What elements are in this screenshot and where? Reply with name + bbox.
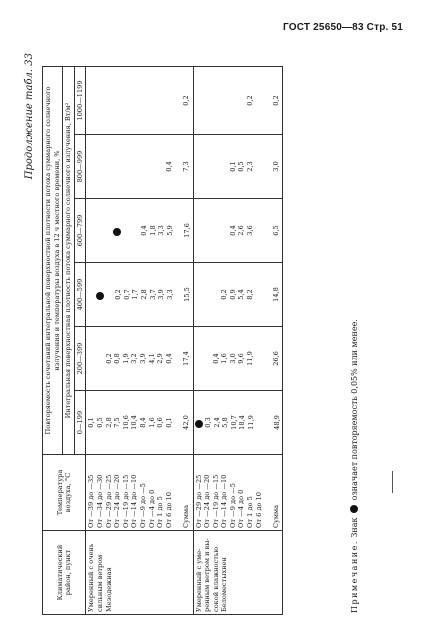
value-line xyxy=(139,69,148,132)
value-line xyxy=(165,137,174,196)
value-line xyxy=(255,265,264,324)
value-text: 0,2 xyxy=(246,95,255,106)
temperature-cell xyxy=(193,455,283,531)
value-line xyxy=(113,393,122,452)
total-value: 0,2 xyxy=(181,95,190,106)
value-text: 0,6 xyxy=(156,417,165,428)
value-line xyxy=(166,265,175,324)
value-line xyxy=(212,329,221,388)
total-label: Сумма xyxy=(181,504,190,528)
value-line xyxy=(246,137,255,196)
temperature-line: От 6 до 10 xyxy=(164,492,173,528)
value-line xyxy=(105,69,114,132)
value-text: 8,2 xyxy=(246,289,255,300)
value-line xyxy=(96,393,105,452)
value-line xyxy=(156,69,165,132)
value-line xyxy=(113,201,123,260)
temperature-line: От —39 до —35 xyxy=(87,474,96,528)
value-line xyxy=(130,137,139,196)
value-text: 9,6 xyxy=(237,353,246,364)
value-line xyxy=(203,265,212,324)
value-line xyxy=(130,393,139,452)
value-text: 3,3 xyxy=(165,289,174,300)
value-line xyxy=(131,201,140,260)
value-line xyxy=(229,265,238,324)
value-line xyxy=(105,201,114,260)
temperature-line: От —14 до —10 xyxy=(220,474,229,528)
value-text: 1,9 xyxy=(121,353,130,364)
value-text: 0,1 xyxy=(87,417,96,428)
value-line xyxy=(246,265,255,324)
value-line xyxy=(140,265,149,324)
region-line: Мезодежная xyxy=(104,567,113,612)
value-line xyxy=(123,201,132,260)
value-line xyxy=(149,201,158,260)
total-value: 3,0 xyxy=(271,161,280,172)
value-line xyxy=(212,137,221,196)
temperature-line: От —34 до —30 xyxy=(95,474,104,528)
temperature-line: От —19 до —15 xyxy=(211,474,220,528)
value-line xyxy=(238,393,247,452)
note-text-after: означает повторяемость 0,05% или менее. xyxy=(350,319,359,501)
value-cell xyxy=(193,391,283,455)
dot-symbol-icon xyxy=(195,420,203,428)
value-line xyxy=(220,265,229,324)
value-line xyxy=(122,393,131,452)
value-line xyxy=(96,265,106,324)
value-line xyxy=(237,69,246,132)
value-text: 10,6 xyxy=(121,415,130,430)
value-line xyxy=(237,265,246,324)
value-text: 1,7 xyxy=(131,289,140,300)
region-line: ренным ветром и вы- xyxy=(203,538,212,612)
value-line xyxy=(195,265,204,324)
header-range: 1000—1199 xyxy=(74,67,86,135)
value-line xyxy=(255,329,264,388)
value-text: 2,4 xyxy=(212,417,221,428)
header-density: Интегральная поверхностная плотность потока суммарного солнечного излучения, Вт/м² xyxy=(63,67,75,455)
value-text: 0,8 xyxy=(113,353,122,364)
header-range: 400—599 xyxy=(74,263,86,327)
region-line: сильным ветром xyxy=(95,554,104,612)
value-line xyxy=(204,393,213,452)
value-line xyxy=(96,201,105,260)
total-value: 7,3 xyxy=(181,161,190,172)
value-line xyxy=(212,201,221,260)
value-text: 3,3 xyxy=(157,225,166,236)
value-line xyxy=(96,69,105,132)
value-text: 10,7 xyxy=(229,415,238,430)
value-line xyxy=(255,201,264,260)
value-line xyxy=(195,69,204,132)
value-line xyxy=(148,69,157,132)
value-line xyxy=(157,265,166,324)
value-line xyxy=(130,69,139,132)
value-line xyxy=(131,265,140,324)
total-value: 26,6 xyxy=(271,351,280,366)
value-line xyxy=(165,393,174,452)
temperature-cell xyxy=(86,455,193,531)
total-value: 6,5 xyxy=(271,225,280,236)
value-line xyxy=(96,137,105,196)
total-value: 14,8 xyxy=(271,287,280,302)
value-line xyxy=(113,137,122,196)
value-line xyxy=(87,329,96,388)
value-cell xyxy=(86,327,193,391)
value-line xyxy=(246,201,255,260)
value-cell xyxy=(193,199,283,263)
value-cell xyxy=(86,135,193,199)
total-value: 17,6 xyxy=(182,223,191,238)
value-line xyxy=(220,69,229,132)
value-line xyxy=(220,329,229,388)
value-text: 0,4 xyxy=(228,225,237,236)
value-text: 0,2 xyxy=(114,289,123,300)
value-text: 0,2 xyxy=(104,353,113,364)
header-range: 600—799 xyxy=(74,199,86,263)
value-text: 5,4 xyxy=(237,289,246,300)
region-line: Беломестыхнен xyxy=(220,557,229,612)
value-cell xyxy=(193,327,283,391)
value-cell xyxy=(193,263,283,327)
value-text: 0,7 xyxy=(122,289,131,300)
value-line xyxy=(255,137,264,196)
value-line xyxy=(87,137,96,196)
value-line xyxy=(105,329,114,388)
value-line xyxy=(157,201,166,260)
total-value: 0,2 xyxy=(271,95,280,106)
value-cell xyxy=(193,135,283,199)
value-line xyxy=(229,69,238,132)
value-line xyxy=(114,265,123,324)
total-value: 15,5 xyxy=(182,287,191,302)
value-cell xyxy=(86,263,193,327)
value-text: 18,4 xyxy=(238,415,247,430)
rotated-table-page xyxy=(20,43,400,623)
table-row xyxy=(193,67,283,615)
total-value: 17,4 xyxy=(181,351,190,366)
value-line xyxy=(87,265,96,324)
value-text: 11,9 xyxy=(246,351,255,366)
note-label: Примечание. xyxy=(350,540,359,613)
value-text: 10,4 xyxy=(130,415,139,430)
header-repeatability: Повторяемость сочетаний интегральной поверхностной плотности потока суммарного солнечного излучения и температуры воздуха в 12 ч местного времени, % xyxy=(43,67,63,455)
value-line xyxy=(203,329,212,388)
value-line xyxy=(149,265,158,324)
value-line xyxy=(237,201,246,260)
divider xyxy=(392,471,393,493)
value-line xyxy=(122,329,131,388)
value-line xyxy=(139,329,148,388)
value-line xyxy=(203,137,212,196)
value-line xyxy=(195,393,205,452)
temperature-line: От 1 до 5 xyxy=(246,496,255,528)
value-line xyxy=(105,137,114,196)
value-text: 2,8 xyxy=(139,289,148,300)
value-line xyxy=(212,69,221,132)
temperature-line: От —19 до —15 xyxy=(121,474,130,528)
value-line xyxy=(213,393,222,452)
temperature-line: От —9 до —5 xyxy=(138,483,147,528)
value-line xyxy=(195,201,204,260)
value-line xyxy=(195,137,204,196)
value-text: 3,9 xyxy=(157,289,166,300)
value-line xyxy=(139,393,148,452)
temperature-line: От —9 до —5 xyxy=(228,483,237,528)
value-line xyxy=(113,329,122,388)
value-text: 3,0 xyxy=(228,353,237,364)
value-text: 3,2 xyxy=(130,353,139,364)
value-line xyxy=(256,393,265,452)
value-text: 0,1 xyxy=(228,161,237,172)
value-text: 0,1 xyxy=(164,417,173,428)
region-cell xyxy=(193,531,283,615)
value-line xyxy=(229,329,238,388)
temperature-line: От —24 до —20 xyxy=(203,474,212,528)
temperature-line: От 6 до 10 xyxy=(254,492,263,528)
table-note xyxy=(350,319,359,613)
value-text: 2,3 xyxy=(246,161,255,172)
value-line xyxy=(203,201,212,260)
value-text: 1,6 xyxy=(220,353,229,364)
value-line xyxy=(156,393,165,452)
value-text: 4,1 xyxy=(147,353,156,364)
value-text: 0,4 xyxy=(164,161,173,172)
value-line xyxy=(165,69,174,132)
value-line xyxy=(221,393,230,452)
value-text: 5,8 xyxy=(221,417,230,428)
region-line: Умеренный с очень xyxy=(87,543,96,612)
value-line xyxy=(113,69,122,132)
value-line xyxy=(220,137,229,196)
header-range: 800—999 xyxy=(74,135,86,199)
value-line xyxy=(139,137,148,196)
value-text: 8,4 xyxy=(138,417,147,428)
value-text: 2,9 xyxy=(156,353,165,364)
value-line xyxy=(148,393,157,452)
value-line xyxy=(212,265,221,324)
value-cell xyxy=(86,67,193,135)
value-text: 3,9 xyxy=(138,353,147,364)
temperature-line: От —24 до —20 xyxy=(113,474,122,528)
total-value: 42,0 xyxy=(181,415,190,430)
value-line xyxy=(122,137,131,196)
value-text: 0,5 xyxy=(237,161,246,172)
temperature-line: От 1 до 5 xyxy=(156,496,165,528)
value-line xyxy=(229,201,238,260)
dot-symbol-icon xyxy=(113,228,121,236)
value-line xyxy=(246,329,255,388)
region-line: Умеренный с уме- xyxy=(194,548,203,612)
value-text: 3,7 xyxy=(148,289,157,300)
value-text: 1,6 xyxy=(147,417,156,428)
region-line: сокой влажностью xyxy=(211,546,220,612)
note-text-before: Знак xyxy=(350,517,359,538)
header-range: 0—199 xyxy=(74,391,86,455)
value-text: 0,4 xyxy=(164,353,173,364)
value-line xyxy=(87,393,96,452)
temperature-line: От —4 до 0 xyxy=(237,489,246,528)
value-line xyxy=(230,393,239,452)
region-cell xyxy=(86,531,193,615)
value-cell xyxy=(193,67,283,135)
value-line xyxy=(195,329,204,388)
dot-symbol-icon xyxy=(350,505,358,513)
value-line xyxy=(246,69,255,132)
temperature-line: От —29 до —25 xyxy=(194,474,203,528)
value-line xyxy=(237,137,246,196)
value-text: 0,4 xyxy=(139,225,148,236)
value-line xyxy=(247,393,256,452)
total-value: 48,9 xyxy=(272,415,281,430)
value-text: 0,2 xyxy=(220,289,229,300)
continued-label: Продолжение табл. 33 xyxy=(24,53,35,180)
value-line xyxy=(148,329,157,388)
value-line xyxy=(165,329,174,388)
value-line xyxy=(123,265,132,324)
value-text: 3,6 xyxy=(246,225,255,236)
value-text: 11,9 xyxy=(247,415,256,430)
header-region: Климатический район, пункт xyxy=(43,531,86,615)
header-range: 200—399 xyxy=(74,327,86,391)
value-cell xyxy=(86,199,193,263)
value-line xyxy=(122,69,131,132)
value-text: 7,5 xyxy=(113,417,122,428)
value-text: 0,9 xyxy=(228,289,237,300)
value-line xyxy=(255,69,264,132)
value-line xyxy=(96,329,105,388)
header-temperature: Температура воздуха, °С xyxy=(43,455,86,531)
data-table xyxy=(42,66,283,615)
value-text: 2,8 xyxy=(104,417,113,428)
value-line xyxy=(148,137,157,196)
value-text: 1,8 xyxy=(148,225,157,236)
value-line xyxy=(220,201,229,260)
value-text: 5,9 xyxy=(165,225,174,236)
value-line xyxy=(229,137,238,196)
value-line xyxy=(166,201,175,260)
value-line xyxy=(237,329,246,388)
value-text: 0,5 xyxy=(95,417,104,428)
temperature-line: От —14 до —10 xyxy=(130,474,139,528)
value-cell xyxy=(86,391,193,455)
table-row xyxy=(86,67,193,615)
total-label: Сумма xyxy=(271,504,280,528)
value-text: 2,6 xyxy=(237,225,246,236)
page-header: ГОСТ 25650—83 Стр. 51 xyxy=(283,22,403,33)
value-line xyxy=(87,201,96,260)
value-text: 0,4 xyxy=(211,353,220,364)
value-line xyxy=(106,265,115,324)
value-line xyxy=(105,393,114,452)
temperature-line: От —29 до —25 xyxy=(104,474,113,528)
value-line xyxy=(203,69,212,132)
value-text: 0,3 xyxy=(204,417,213,428)
value-line xyxy=(130,329,139,388)
value-line xyxy=(156,137,165,196)
dot-symbol-icon xyxy=(96,292,104,300)
value-line xyxy=(140,201,149,260)
value-line xyxy=(156,329,165,388)
value-line xyxy=(87,69,96,132)
temperature-line: От —4 до 0 xyxy=(147,489,156,528)
